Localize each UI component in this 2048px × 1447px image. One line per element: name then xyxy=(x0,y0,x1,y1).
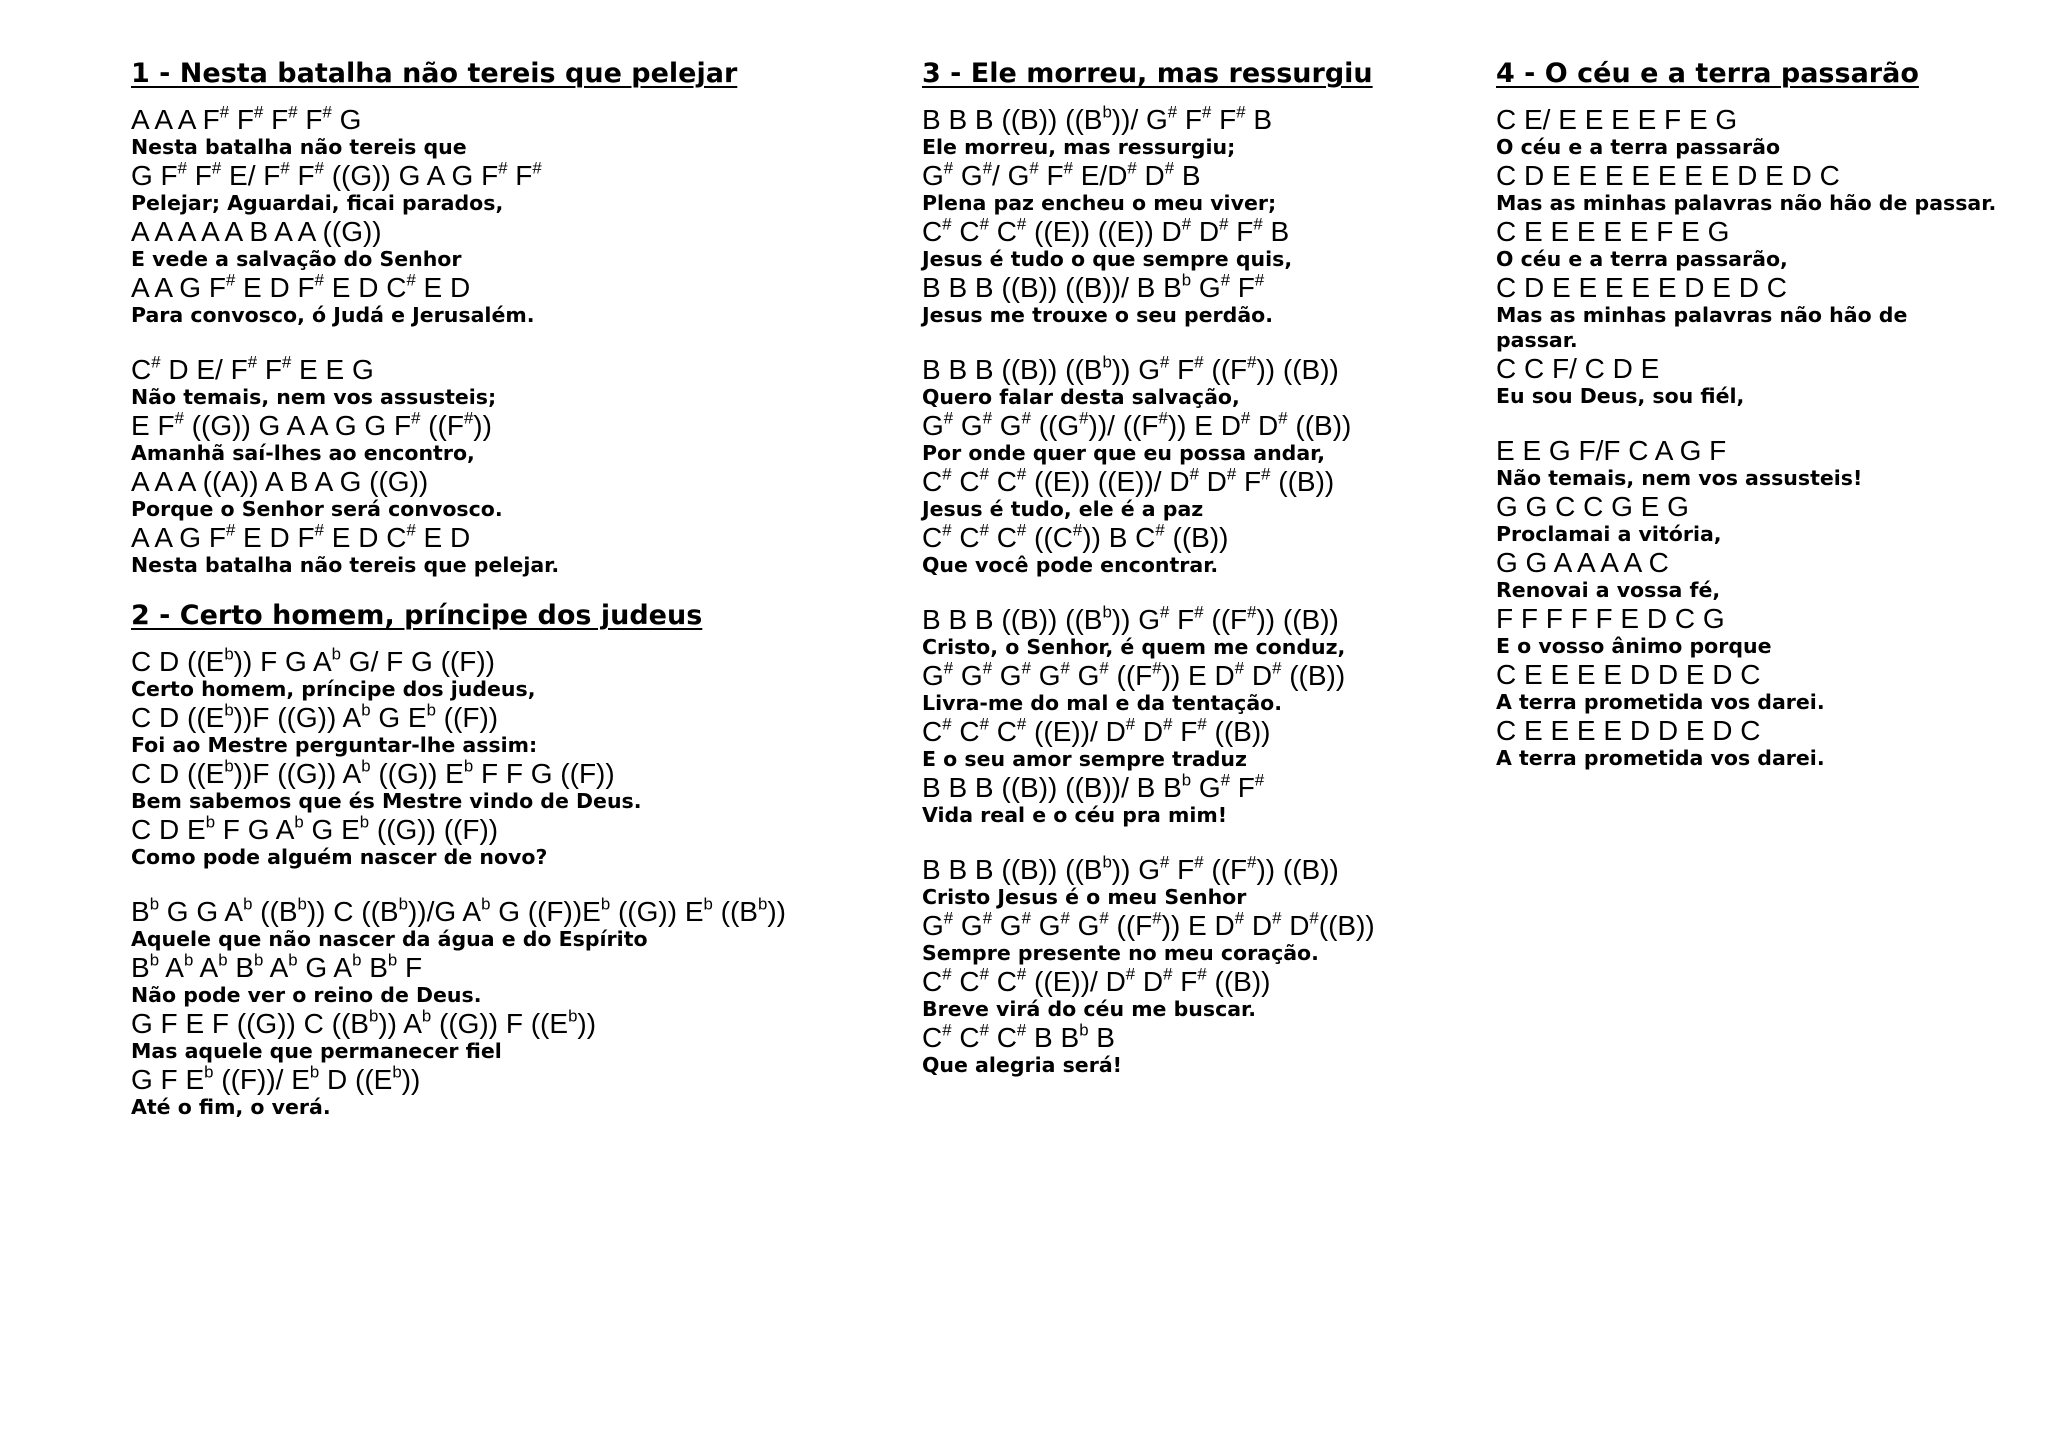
chord-line: A A A A A B A A ((G)) xyxy=(131,216,382,247)
lyric-line: Que você pode encontrar. xyxy=(922,553,1219,577)
lyric-line: Até o fim, o verá. xyxy=(131,1095,331,1119)
chord-line: B B B ((B)) ((B))/ B $B^b$ G# F# xyxy=(922,270,1265,303)
chord-line: C# C# C# ((C#)) B C# ((B)) xyxy=(922,520,1229,553)
lyric-line: Para convosco, ó Judá e Jerusalém. xyxy=(131,303,535,327)
lyric-line: Eu sou Deus, sou fiél, xyxy=(1496,384,1745,408)
chord-line: C D $((E^b))$ F G $A^b$ G/ F G ((F)) xyxy=(131,644,495,677)
lyric-line: O céu e a terra passarão xyxy=(1496,135,1781,159)
lyric-line: Mas as minhas palavras não hão de passar. xyxy=(1496,191,1997,215)
chord-line: C# C# C# ((E))/ D# D# F# ((B)) xyxy=(922,714,1271,747)
stanza xyxy=(922,104,1482,328)
chord-line: G# G# G# ((G#))/ ((F#)) E D# D# ((B)) xyxy=(922,408,1352,441)
chord-line: B B B ((B)) $((B^b))$ G# F# ((F#)) ((B)) xyxy=(922,352,1339,385)
chord-line: A A A ((A)) A B A G ((G)) xyxy=(131,466,429,497)
lyric-line: Foi ao Mestre perguntar-lhe assim: xyxy=(131,733,538,757)
chord-line: G G A A A A C xyxy=(1496,547,1669,578)
stanza xyxy=(1496,104,2036,409)
chord-line: G# G# G# G# G# ((F#)) E D# D# ((B)) xyxy=(922,658,1346,691)
stanza xyxy=(922,354,1482,578)
chord-line: $B^b$ G G $A^b$ $((B^b))$ C $((B^b))/G$ $A^b$ G $((F))E^b$ ((G)) $E^b$ $((B^b))$ xyxy=(131,894,786,927)
chord-line: G# G#/ G# F# E/D# D# B xyxy=(922,158,1201,191)
stanza xyxy=(922,604,1482,828)
lyric-line: E o vosso ânimo porque xyxy=(1496,634,1772,658)
chord-line: A A G F# E D F# E D C# E D xyxy=(131,270,471,303)
chord-line: C E E E E E F E G xyxy=(1496,216,1730,247)
chord-line: G F# F# E/ F# F# ((G)) G A G F# F# xyxy=(131,158,542,191)
lyric-line: A terra prometida vos darei. xyxy=(1496,690,1825,714)
chord-line: C E/ E E E E F E G xyxy=(1496,104,1738,135)
song-title: 1 - Nesta batalha não tereis que pelejar xyxy=(131,58,738,89)
lyric-line: Jesus é tudo o que sempre quis, xyxy=(922,247,1293,271)
lyric-line: Renovai a vossa fé, xyxy=(1496,578,1721,602)
chord-line: C D $E^b$ F G $A^b$ G $E^b$ ((G)) ((F)) xyxy=(131,812,499,845)
stanza xyxy=(1496,435,2036,771)
song xyxy=(1496,56,2036,771)
lyric-line: E vede a salvação do Senhor xyxy=(131,247,462,271)
chord-line: B B B ((B)) $((B^b))/$ G# F# F# B xyxy=(922,102,1273,135)
song-title: 2 - Certo homem, príncipe dos judeus xyxy=(131,600,703,631)
song-title: 3 - Ele morreu, mas ressurgiu xyxy=(922,58,1373,89)
lyric-line: Cristo Jesus é o meu Senhor xyxy=(922,885,1247,909)
chord-line: C C F/ C D E xyxy=(1496,353,1660,384)
chord-line: C# C# C# ((E)) ((E))/ D# D# F# ((B)) xyxy=(922,464,1335,497)
chord-line: G F $E^b$ ((F))/ $E^b$ D $((E^b))$ xyxy=(131,1062,421,1095)
chord-line: C D E E E E E D E D C xyxy=(1496,272,1787,303)
lyric-line: Que alegria será! xyxy=(922,1053,1123,1077)
lyric-line: Mas aquele que permanecer fiel xyxy=(131,1039,502,1063)
chord-line: $B^b$ $A^b$ $A^b$ $B^b$ $A^b$ G $A^b$ $B^b$ F xyxy=(131,950,423,983)
song xyxy=(131,56,911,578)
lyric-line: Ele morreu, mas ressurgiu; xyxy=(922,135,1236,159)
chord-line: G F E F ((G)) C $((B^b))$ $A^b$ ((G)) F $((E^b))$ xyxy=(131,1006,597,1039)
lyric-line: Não temais, nem vos assusteis! xyxy=(1496,466,1863,490)
stanza xyxy=(922,854,1482,1078)
stanza xyxy=(131,104,911,328)
chord-line: G G C C G E G xyxy=(1496,491,1689,522)
stanza xyxy=(131,896,911,1120)
chord-line: C D $((E^b))F$ ((G)) $A^b$ ((G)) $E^b$ F F G ((F)) xyxy=(131,756,615,789)
lyric-line: Jesus é tudo, ele é a paz xyxy=(922,497,1204,521)
stanza xyxy=(131,646,911,870)
song xyxy=(131,598,911,1120)
column-right xyxy=(1496,56,2036,791)
lyric-line: Não temais, nem vos assusteis; xyxy=(131,385,497,409)
lyric-line: Por onde quer que eu possa andar, xyxy=(922,441,1326,465)
lyric-line: Como pode alguém nascer de novo? xyxy=(131,845,548,869)
lyric-line: Quero falar desta salvação, xyxy=(922,385,1240,409)
lyric-line: Pelejar; Aguardai, ficai parados, xyxy=(131,191,504,215)
chord-line: A A A F# F# F# F# G xyxy=(131,102,362,135)
chord-line: F F F F F E D C G xyxy=(1496,603,1725,634)
column-middle xyxy=(922,56,1482,1098)
lyric-line: Nesta batalha não tereis que xyxy=(131,135,467,159)
chord-line: B B B ((B)) $((B^b))$ G# F# ((F#)) ((B)) xyxy=(922,852,1339,885)
lyric-line: Proclamai a vitória, xyxy=(1496,522,1722,546)
lyric-line: Cristo, o Senhor, é quem me conduz, xyxy=(922,635,1346,659)
lyric-line: Livra-me do mal e da tentação. xyxy=(922,691,1283,715)
stanza xyxy=(131,354,911,578)
lyric-line: Jesus me trouxe o seu perdão. xyxy=(922,303,1274,327)
lyric-line: Amanhã saí-lhes ao encontro, xyxy=(131,441,475,465)
lyric-line: Nesta batalha não tereis que pelejar. xyxy=(131,553,560,577)
lyric-line: E o seu amor sempre traduz xyxy=(922,747,1247,771)
song-title: 4 - O céu e a terra passarão xyxy=(1496,58,1919,89)
chord-line: B B B ((B)) ((B))/ B $B^b$ G# F# xyxy=(922,770,1265,803)
lyric-line: passar. xyxy=(1496,328,1578,352)
lyric-line: Breve virá do céu me buscar. xyxy=(922,997,1257,1021)
chord-line: C D E E E E E E E D E D C xyxy=(1496,160,1840,191)
lyric-line: Vida real e o céu pra mim! xyxy=(922,803,1228,827)
lyric-line: Plena paz encheu o meu viver; xyxy=(922,191,1277,215)
lyric-line: Aquele que não nascer da água e do Espírito xyxy=(131,927,648,951)
lyric-line: O céu e a terra passarão, xyxy=(1496,247,1788,271)
chord-line: C# C# C# ((E)) ((E)) D# D# F# B xyxy=(922,214,1290,247)
chord-line: C# C# C# ((E))/ D# D# F# ((B)) xyxy=(922,964,1271,997)
lyric-line: A terra prometida vos darei. xyxy=(1496,746,1825,770)
chord-line: C E E E E D D E D C xyxy=(1496,715,1761,746)
lyric-line: Não pode ver o reino de Deus. xyxy=(131,983,482,1007)
chord-line: E E G F/F C A G F xyxy=(1496,435,1727,466)
chord-line: C E E E E D D E D C xyxy=(1496,659,1761,690)
chord-line: G# G# G# G# G# ((F#)) E D# D# D#((B)) xyxy=(922,908,1375,941)
lyric-line: Certo homem, príncipe dos judeus, xyxy=(131,677,536,701)
chord-line: C D $((E^b))F$ ((G)) $A^b$ G $E^b$ ((F)) xyxy=(131,700,499,733)
chord-line: B B B ((B)) $((B^b))$ G# F# ((F#)) ((B)) xyxy=(922,602,1339,635)
chord-line: C# C# C# B $B^b$ B xyxy=(922,1020,1115,1053)
lyric-line: Mas as minhas palavras não hão de xyxy=(1496,303,1908,327)
column-left xyxy=(131,56,911,1140)
lyric-line: Porque o Senhor será convosco. xyxy=(131,497,503,521)
lyric-line: Bem sabemos que és Mestre vindo de Deus. xyxy=(131,789,642,813)
chord-line: C# D E/ F# F# E E G xyxy=(131,352,374,385)
chord-line: A A G F# E D F# E D C# E D xyxy=(131,520,471,553)
song xyxy=(922,56,1482,1078)
chord-line: E F# ((G)) G A A G G F# ((F#)) xyxy=(131,408,492,441)
lyric-line: Sempre presente no meu coração. xyxy=(922,941,1319,965)
